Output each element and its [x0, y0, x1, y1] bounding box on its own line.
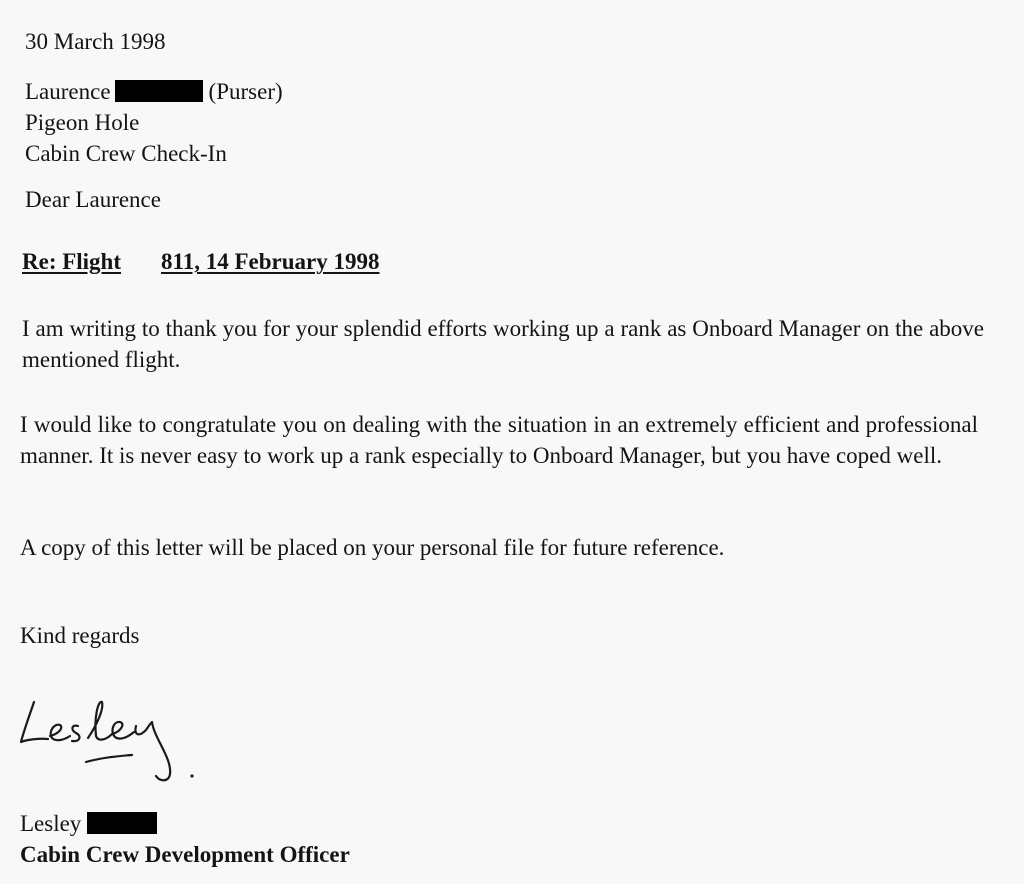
subject-detail: 811, 14 February 1998: [161, 249, 380, 274]
redacted-surname: [115, 80, 203, 102]
recipient-address-line-1: Pigeon Hole: [25, 110, 140, 135]
closing: Kind regards: [20, 623, 140, 648]
subject-prefix: Re: Flight: [22, 249, 122, 274]
signatory-name-line: [20, 810, 157, 838]
paragraph-congratulations: I would like to congratulate you on dealing with the situation in an extremely efficient and professional manner. It is never easy to work up a rank especially to Onboard Manager, but you have coped well.: [20, 412, 978, 468]
signatory-first-name: Lesley: [20, 811, 82, 836]
salutation: Dear Laurence: [25, 187, 161, 212]
handwritten-signature: [14, 690, 224, 790]
paragraph-thanks: I am writing to thank you for your splendid efforts working up a rank as Onboard Manager on the above mentioned flight.: [22, 316, 984, 372]
recipient-role: (Purser): [208, 79, 283, 104]
letter-date: 30 March 1998: [25, 29, 166, 54]
subject-line: [22, 248, 380, 276]
recipient-name-line: [25, 78, 283, 106]
recipient-first-name: Laurence: [25, 79, 111, 104]
signatory-title: Cabin Crew Development Officer: [20, 842, 350, 867]
paragraph-file-copy: A copy of this letter will be placed on your personal file for future reference.: [20, 535, 725, 560]
recipient-address-line-2: Cabin Crew Check-In: [25, 141, 227, 166]
redacted-signatory-surname: [87, 812, 157, 834]
